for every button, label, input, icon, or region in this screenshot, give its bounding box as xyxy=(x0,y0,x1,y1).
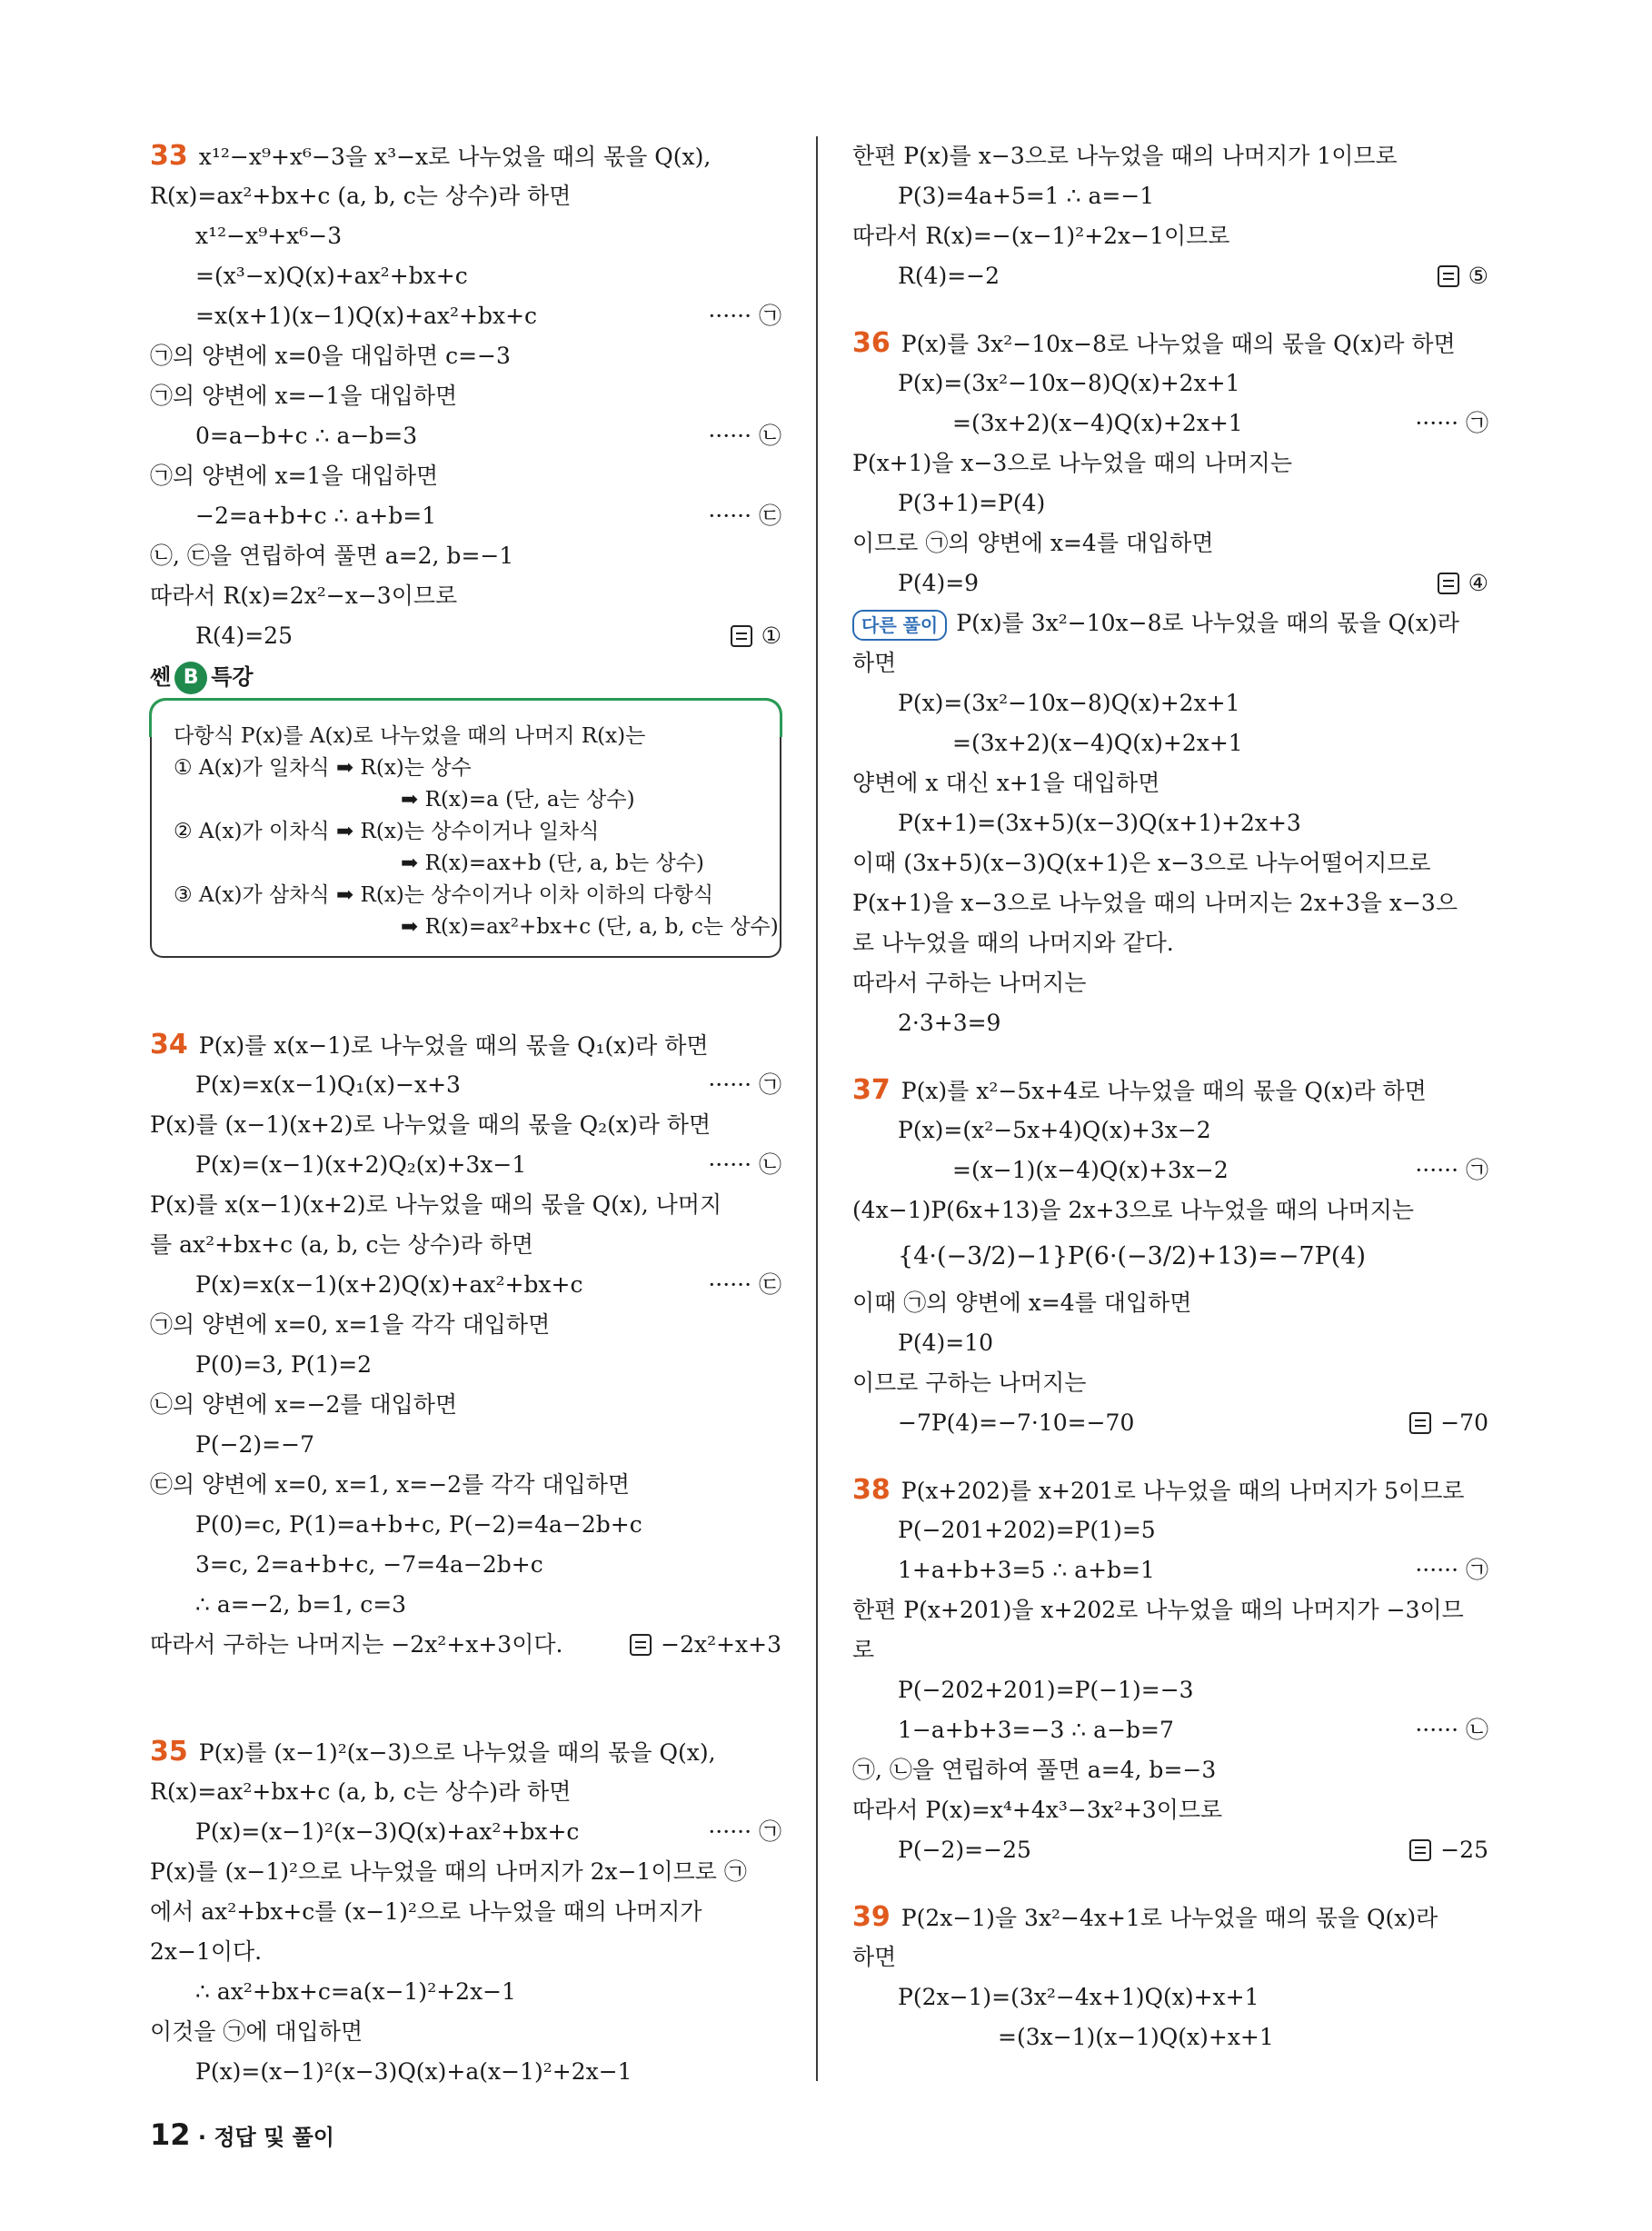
solution-line: P(x)를 3x²−10x−8로 나누었을 때의 몫을 Q(x)라 xyxy=(956,610,1459,636)
problem-number: 33 xyxy=(150,140,188,172)
solution-line: 1−a+b+3=−3 ∴ a−b=7 xyxy=(898,1717,1174,1743)
equation-marker: ······ ㉠ xyxy=(1415,1557,1488,1583)
solution-line: P(2x−1)을 3x²−4x+1로 나누었을 때의 몫을 Q(x)라 xyxy=(901,1905,1438,1931)
answer-icon xyxy=(630,1634,652,1656)
equation-marker: ······ ㉡ xyxy=(1415,1717,1488,1743)
solution-line: =(3x+2)(x−4)Q(x)+2x+1 xyxy=(952,410,1243,436)
solution-line: P(x)를 x(x−1)(x+2)로 나누었을 때의 몫을 Q(x), 나머지 xyxy=(150,1191,722,1218)
solution-line: P(x+1)=(3x+5)(x−3)Q(x+1)+2x+3 xyxy=(898,810,1301,836)
page-number: 12 xyxy=(150,2117,191,2152)
tip-heading xyxy=(150,656,781,698)
solution-line: ㉠의 양변에 x=−1을 대입하면 xyxy=(150,383,458,409)
solution-line: ㉠의 양변에 x=1을 대입하면 xyxy=(150,463,439,489)
problem-number: 35 xyxy=(150,1736,188,1768)
solution-line: 로 나누었을 때의 나머지와 같다. xyxy=(852,930,1174,956)
equation-marker: ······ ㉠ xyxy=(708,1818,781,1845)
problem-number: 38 xyxy=(852,1474,891,1506)
solution-line: P(2x−1)=(3x²−4x+1)Q(x)+x+1 xyxy=(898,1984,1259,2010)
equation-marker: ······ ㉢ xyxy=(708,1271,781,1298)
solution-line: P(x)=x(x−1)(x+2)Q(x)+ax²+bx+c xyxy=(195,1271,583,1298)
equation-marker: ······ ㉠ xyxy=(708,1071,781,1098)
solution-line: 이것을 ㉠에 대입하면 xyxy=(150,2018,363,2045)
solution-line: P(0)=3, P(1)=2 xyxy=(195,1351,373,1378)
tip-logo-badge: B xyxy=(174,662,207,694)
tip-box xyxy=(150,698,781,958)
problem-36 xyxy=(852,324,1488,1043)
solution-line: P(x)를 x(x−1)로 나누었을 때의 몫을 Q₁(x)라 하면 xyxy=(198,1032,709,1059)
solution-line: 이때 ㉠의 양변에 x=4를 대입하면 xyxy=(852,1290,1192,1316)
solution-line: ㉠, ㉡을 연립하여 풀면 a=4, b=−3 xyxy=(852,1757,1217,1783)
problem-38 xyxy=(852,1470,1488,1870)
problem-35 xyxy=(150,1732,781,2092)
solution-line: ㉡의 양변에 x=−2를 대입하면 xyxy=(150,1391,458,1418)
answer-icon xyxy=(1409,1412,1431,1434)
solution-line: 따라서 R(x)=2x²−x−3이므로 xyxy=(150,583,458,609)
answer xyxy=(630,1625,781,1665)
problem-39 xyxy=(852,1897,1488,2057)
solution-line: =(3x+2)(x−4)Q(x)+2x+1 xyxy=(952,730,1243,756)
solution-line: 양변에 x 대신 x+1을 대입하면 xyxy=(852,770,1160,796)
solution-line: x¹²−x⁹+x⁶−3을 x³−x로 나누었을 때의 몫을 Q(x), xyxy=(198,144,712,170)
solution-line: 따라서 구하는 나머지는 xyxy=(852,970,1087,996)
solution-line: =(x³−x)Q(x)+ax²+bx+c xyxy=(195,263,468,289)
solution-line: x¹²−x⁹+x⁶−3 xyxy=(195,223,343,249)
problem-35-continued xyxy=(852,136,1488,296)
problem-33 xyxy=(150,136,781,656)
answer-value: −70 xyxy=(1440,1409,1488,1436)
solution-line: 하면 xyxy=(852,650,897,676)
solution-line: 한편 P(x+201)을 x+202로 나누었을 때의 나머지가 −3이므 xyxy=(852,1597,1464,1623)
solution-line: 3=c, 2=a+b+c, −7=4a−2b+c xyxy=(195,1551,543,1578)
solution-line: =x(x+1)(x−1)Q(x)+ax²+bx+c xyxy=(195,303,538,329)
answer-value: ④ xyxy=(1468,570,1488,596)
tip-line: ➡ R(x)=a (단, a는 상수) xyxy=(401,788,635,812)
footer-label: · 정답 및 풀이 xyxy=(190,2125,334,2150)
solution-line: R(4)=−2 xyxy=(898,263,1000,289)
answer-icon xyxy=(1438,573,1459,594)
solution-line: ㉠의 양변에 x=0, x=1을 각각 대입하면 xyxy=(150,1311,551,1338)
equation-marker: ······ ㉠ xyxy=(1415,1157,1488,1183)
solution-line: ㉢의 양변에 x=0, x=1, x=−2를 각각 대입하면 xyxy=(150,1471,631,1498)
answer-value: −25 xyxy=(1440,1837,1488,1863)
solution-line: 하면 xyxy=(852,1944,897,1970)
problem-number: 36 xyxy=(852,327,891,359)
solution-line: 1+a+b+3=5 ∴ a+b=1 xyxy=(898,1557,1155,1583)
solution-line: P(3)=4a+5=1 ∴ a=−1 xyxy=(898,183,1155,209)
solution-line: −2=a+b+c ∴ a+b=1 xyxy=(195,503,437,529)
equation-marker: ······ ㉡ xyxy=(708,423,781,449)
tip-line: ① A(x)가 일차식 ➡ R(x)는 상수 xyxy=(174,756,472,780)
solution-line: P(x)를 (x−1)²(x−3)으로 나누었을 때의 몫을 Q(x), xyxy=(198,1739,716,1766)
answer-value: ⑤ xyxy=(1468,263,1488,289)
solution-line: P(4)=9 xyxy=(898,570,980,596)
tip-line: 다항식 P(x)를 A(x)로 나누었을 때의 나머지 R(x)는 xyxy=(174,724,646,748)
tip-line: ➡ R(x)=ax²+bx+c (단, a, b, c는 상수) xyxy=(401,915,779,939)
left-column xyxy=(150,136,781,2092)
answer-value: ① xyxy=(761,622,781,649)
answer-icon xyxy=(1409,1839,1431,1861)
solution-line: P(x+202)를 x+201로 나누었을 때의 나머지가 5이므로 xyxy=(901,1478,1465,1504)
solution-line: ㉠의 양변에 x=0을 대입하면 c=−3 xyxy=(150,343,511,369)
solution-line: 따라서 P(x)=x⁴+4x³−3x²+3이므로 xyxy=(852,1797,1223,1823)
equation-marker: ······ ㉡ xyxy=(708,1151,781,1178)
solution-line: P(x)=(3x²−10x−8)Q(x)+2x+1 xyxy=(898,690,1240,716)
solution-line: 이때 (3x+5)(x−3)Q(x+1)은 x−3으로 나누어떨어지므로 xyxy=(852,850,1431,876)
solution-line: ㉡, ㉢을 연립하여 풀면 a=2, b=−1 xyxy=(150,543,514,569)
solution-line: P(0)=c, P(1)=a+b+c, P(−2)=4a−2b+c xyxy=(195,1511,642,1538)
solution-line: P(x)=(x²−5x+4)Q(x)+3x−2 xyxy=(898,1117,1211,1143)
problem-34 xyxy=(150,1025,781,1665)
solution-line: P(x)=(x−1)²(x−3)Q(x)+a(x−1)²+2x−1 xyxy=(195,2058,632,2085)
tip-line: ➡ R(x)=ax+b (단, a, b는 상수) xyxy=(401,852,704,875)
problem-number: 34 xyxy=(150,1029,188,1061)
solution-line: P(x+1)을 x−3으로 나누었을 때의 나머지는 2x+3을 x−3으 xyxy=(852,890,1458,916)
solution-line: P(x)를 (x−1)(x+2)로 나누었을 때의 몫을 Q₂(x)라 하면 xyxy=(150,1111,712,1138)
solution-line: 를 ax²+bx+c (a, b, c는 상수)라 하면 xyxy=(150,1231,534,1258)
solution-line: P(−202+201)=P(−1)=−3 xyxy=(898,1677,1194,1703)
solution-line: 0=a−b+c ∴ a−b=3 xyxy=(195,423,418,449)
answer-value: −2x²+x+3 xyxy=(661,1631,781,1658)
column-divider xyxy=(816,136,818,2081)
problem-number: 37 xyxy=(852,1074,891,1106)
answer xyxy=(1409,1830,1488,1870)
right-column xyxy=(852,136,1488,2057)
solution-line: P(4)=10 xyxy=(898,1330,993,1356)
solution-line: P(−2)=−25 xyxy=(898,1837,1031,1863)
solution-line: R(x)=ax²+bx+c (a, b, c는 상수)라 하면 xyxy=(150,183,572,209)
answer-icon xyxy=(731,625,752,647)
answer xyxy=(1409,1403,1488,1443)
solution-line: 따라서 R(x)=−(x−1)²+2x−1이므로 xyxy=(852,223,1230,249)
solution-line: P(−201+202)=P(1)=5 xyxy=(898,1517,1156,1543)
solution-line: 따라서 구하는 나머지는 −2x²+x+3이다. xyxy=(150,1631,563,1658)
solution-line: 2x−1이다. xyxy=(150,1938,263,1965)
tip-title: 특강 xyxy=(211,664,254,690)
tip-logo-text: 쎈 xyxy=(150,664,172,690)
equation-marker: ······ ㉢ xyxy=(708,503,781,529)
problem-number: 39 xyxy=(852,1901,891,1933)
solution-line: P(x+1)을 x−3으로 나누었을 때의 나머지는 xyxy=(852,450,1292,476)
solution-line: P(x)=x(x−1)Q₁(x)−x+3 xyxy=(195,1071,461,1098)
solution-line: P(x)=(x−1)²(x−3)Q(x)+ax²+bx+c xyxy=(195,1818,580,1845)
solution-line: R(4)=25 xyxy=(195,622,293,649)
solution-line: P(−2)=−7 xyxy=(195,1431,314,1458)
tip-line: ③ A(x)가 삼차식 ➡ R(x)는 상수이거나 이차 이하의 다항식 xyxy=(174,883,714,907)
solution-line: 이므로 구하는 나머지는 xyxy=(852,1369,1087,1396)
answer xyxy=(1438,256,1488,296)
solution-line: ∴ ax²+bx+c=a(x−1)²+2x−1 xyxy=(195,1978,517,2005)
answer xyxy=(731,616,781,656)
solution-line: 한편 P(x)를 x−3으로 나누었을 때의 나머지가 1이므로 xyxy=(852,143,1398,169)
solution-line: P(x)를 3x²−10x−8로 나누었을 때의 몫을 Q(x)라 하면 xyxy=(901,331,1456,357)
answer xyxy=(1438,563,1488,603)
solution-line: −7P(4)=−7·10=−70 xyxy=(898,1409,1135,1436)
problem-37 xyxy=(852,1071,1488,1443)
solution-line: 2·3+3=9 xyxy=(898,1010,1001,1036)
solution-line: P(x)를 (x−1)²으로 나누었을 때의 나머지가 2x−1이므로 ㉠ xyxy=(150,1858,747,1885)
equation-marker: ······ ㉠ xyxy=(708,303,781,329)
solution-line: 이므로 ㉠의 양변에 x=4를 대입하면 xyxy=(852,530,1214,556)
other-solution-badge: 다른 풀이 xyxy=(852,610,947,641)
answer-icon xyxy=(1438,265,1459,287)
solution-line: ∴ a=−2, b=1, c=3 xyxy=(195,1591,407,1618)
tip-line: ② A(x)가 이차식 ➡ R(x)는 상수이거나 일차식 xyxy=(174,820,600,843)
solution-line: =(x−1)(x−4)Q(x)+3x−2 xyxy=(952,1157,1229,1183)
equation-marker: ······ ㉠ xyxy=(1415,410,1488,436)
solution-line: P(x)=(3x²−10x−8)Q(x)+2x+1 xyxy=(898,370,1240,396)
solution-line: =(3x−1)(x−1)Q(x)+x+1 xyxy=(998,2024,1274,2050)
solution-line: (4x−1)P(6x+13)을 2x+3으로 나누었을 때의 나머지는 xyxy=(852,1197,1415,1223)
solution-line: R(x)=ax²+bx+c (a, b, c는 상수)라 하면 xyxy=(150,1778,572,1805)
solution-line: {4·(−3/2)−1}P(6·(−3/2)+13)=−7P(4) xyxy=(898,1242,1367,1270)
solution-line: P(x)를 x²−5x+4로 나누었을 때의 몫을 Q(x)라 하면 xyxy=(901,1078,1427,1104)
solution-line: 로 xyxy=(852,1637,875,1663)
page-footer xyxy=(150,2117,334,2152)
solution-line: P(x)=(x−1)(x+2)Q₂(x)+3x−1 xyxy=(195,1151,527,1178)
solution-line: 에서 ax²+bx+c를 (x−1)²으로 나누었을 때의 나머지가 xyxy=(150,1898,702,1925)
solution-line: P(3+1)=P(4) xyxy=(898,490,1046,516)
